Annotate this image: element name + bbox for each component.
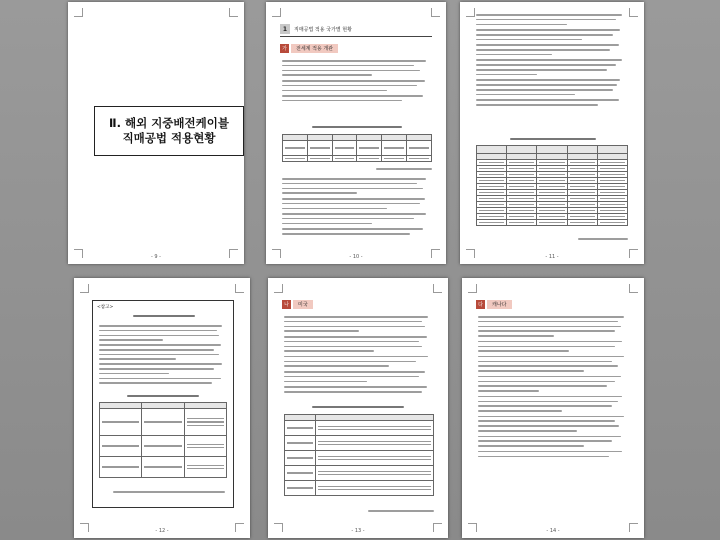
table-source: [578, 238, 628, 243]
box-body-text: [99, 325, 227, 387]
page-number: - 10 -: [349, 254, 363, 260]
crop-mark: [80, 284, 89, 293]
section-number: 다: [476, 300, 485, 309]
section-heading: [280, 44, 338, 53]
chapter-title-line2: 직매공법 적용현황: [122, 131, 216, 145]
chapter-title-line1: Ⅱ. 해외 지중배전케이블: [109, 116, 229, 130]
document-page-1[interactable]: [68, 2, 244, 264]
crop-mark: [431, 8, 440, 17]
document-page-5[interactable]: [268, 278, 448, 538]
table-source: [368, 510, 434, 515]
body-text: [282, 178, 432, 238]
chapter-title-box: [94, 106, 244, 156]
crop-mark: [433, 284, 442, 293]
chapter-heading: [280, 24, 352, 34]
table-source: [376, 168, 432, 173]
table-caption: [510, 138, 596, 143]
crop-mark: [74, 8, 83, 17]
reference-box-title: <참고>: [97, 305, 114, 310]
data-table: [284, 414, 434, 496]
page-number: - 14 -: [546, 528, 560, 534]
section-heading: [282, 300, 313, 309]
data-table: [99, 402, 227, 478]
crop-mark: [468, 284, 477, 293]
chapter-number: 1: [280, 24, 290, 34]
heading-rule: [280, 36, 432, 37]
body-text: [476, 14, 628, 109]
document-page-6[interactable]: [462, 278, 644, 538]
reference-box: [92, 300, 234, 508]
section-number: 나: [282, 300, 291, 309]
crop-mark: [629, 8, 638, 17]
section-heading: [476, 300, 512, 309]
page-number: - 11 -: [545, 254, 559, 260]
page-number: - 13 -: [351, 528, 365, 534]
crop-mark: [272, 8, 281, 17]
crop-mark: [629, 284, 638, 293]
document-page-3[interactable]: [460, 2, 644, 264]
crop-mark: [229, 8, 238, 17]
crop-mark: [274, 284, 283, 293]
document-page-4[interactable]: [74, 278, 250, 538]
body-text: [282, 60, 432, 105]
section-number: 가: [280, 44, 289, 53]
table-caption: [312, 406, 404, 411]
crop-mark: [235, 284, 244, 293]
crop-mark: [466, 8, 475, 17]
data-table: [476, 145, 628, 226]
body-text: [284, 316, 434, 396]
body-text: [478, 316, 630, 460]
table-caption: [312, 126, 402, 131]
table-caption: [127, 395, 199, 400]
page-number: - 9 -: [151, 254, 161, 260]
box-heading: [133, 315, 195, 320]
document-page-2[interactable]: [266, 2, 446, 264]
chapter-heading-text: 직매공법 적용 국가별 현황: [294, 26, 352, 33]
section-label: 캐나다: [487, 300, 512, 309]
page-number: - 12 -: [155, 528, 169, 534]
table-source: [113, 491, 225, 496]
section-label: 미국: [293, 300, 313, 309]
data-table: [282, 134, 432, 162]
section-label: 전세계 적용 개관: [291, 44, 338, 53]
